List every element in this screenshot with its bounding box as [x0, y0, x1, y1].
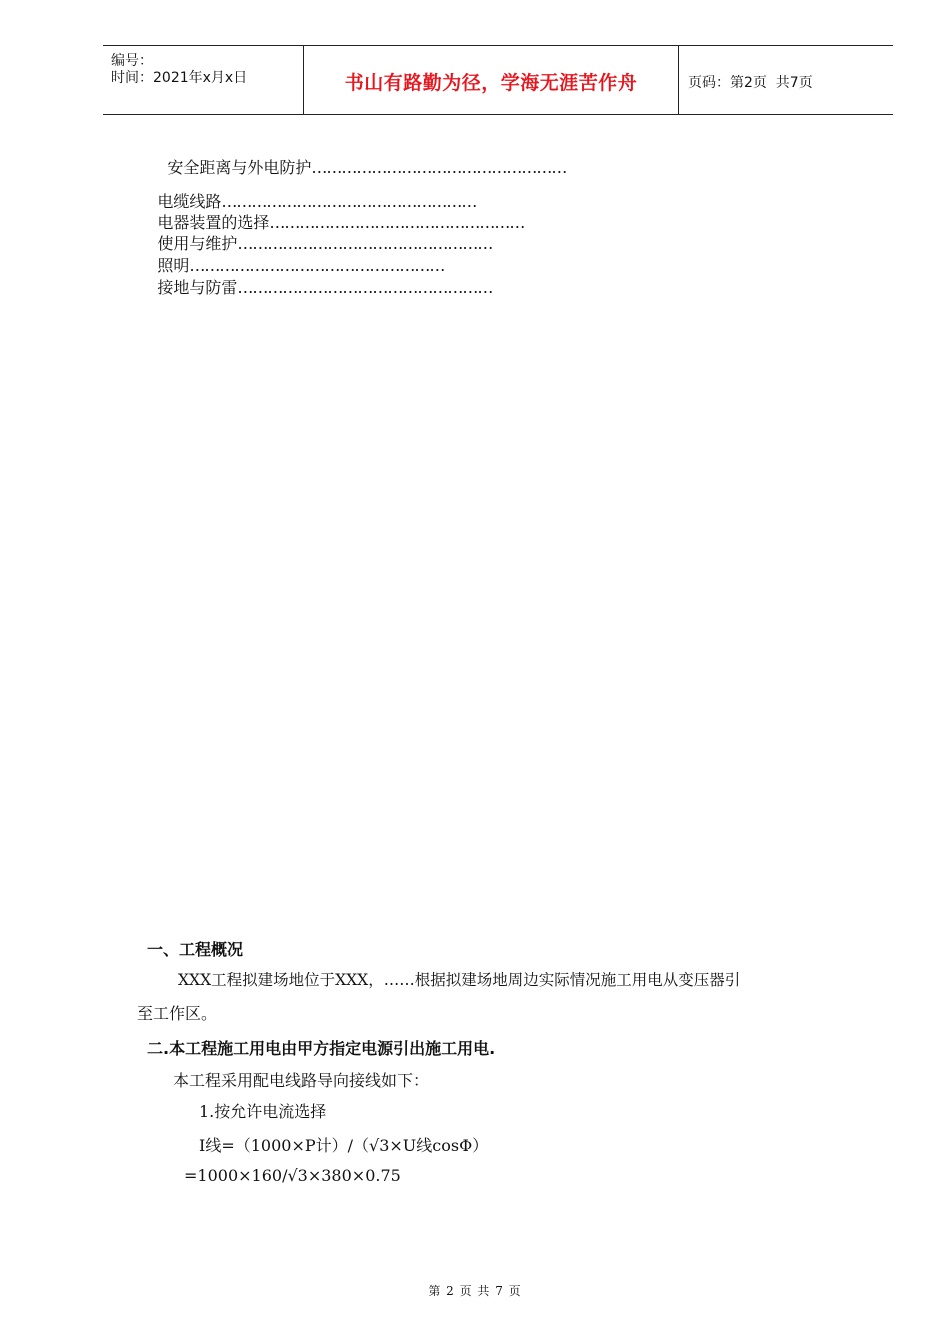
formula-2: =1000×160/√3×380×0.75: [184, 1166, 401, 1185]
header-middle-cell: [304, 46, 679, 114]
toc-leader-dots: ……………………………………………: [189, 256, 445, 275]
toc-item-title: 照明: [157, 256, 190, 275]
time-label: 时间：2021年x月x日: [111, 70, 248, 86]
toc-item-title: 电器装置的选择: [157, 213, 270, 232]
header-right-cell: [679, 46, 893, 114]
header-left-cell: [103, 46, 304, 114]
toc-leader-dots: ……………………………………………: [237, 234, 493, 253]
page-number-label: 页码：第2页 共7页: [688, 75, 813, 91]
toc-item-title: 安全距离与外电防护: [167, 158, 312, 177]
page-header: [103, 45, 893, 115]
toc-item-title: 接地与防雷: [157, 278, 238, 297]
toc-leader-dots: ……………………………………………: [311, 158, 567, 177]
section-2-title: 二.本工程施工用电由甲方指定电源引出施工用电.: [147, 1039, 496, 1058]
section-2-intro: 本工程采用配电线路导向接线如下：: [173, 1071, 430, 1090]
header-motto: 书山有路勤为径，学海无涯苦作舟: [344, 72, 638, 94]
toc-leader-dots: ……………………………………………: [269, 213, 525, 232]
toc-item: [137, 258, 492, 318]
section-1-text-line-2: 至工作区。: [137, 1004, 218, 1023]
item-1-title: 1.按允许电流选择: [199, 1102, 327, 1121]
toc-leader-dots: ……………………………………………: [221, 192, 477, 211]
section-1-text-line-1: XXX工程拟建场地位于XXX，……根据拟建场地周边实际情况施工用电从变压器引: [178, 971, 741, 989]
number-label: 编号：: [111, 53, 153, 69]
page-footer: 第 2 页 共 7 页: [428, 1284, 522, 1298]
toc-item-title: 使用与维护: [157, 234, 238, 253]
section-1-title: 一、工程概况: [147, 940, 244, 959]
toc-leader-dots: ……………………………………………: [237, 278, 493, 297]
toc-item-title: 电缆线路: [157, 192, 222, 211]
formula-1: I线=（1000×P计）/（√3×U线cosΦ）: [199, 1136, 489, 1155]
